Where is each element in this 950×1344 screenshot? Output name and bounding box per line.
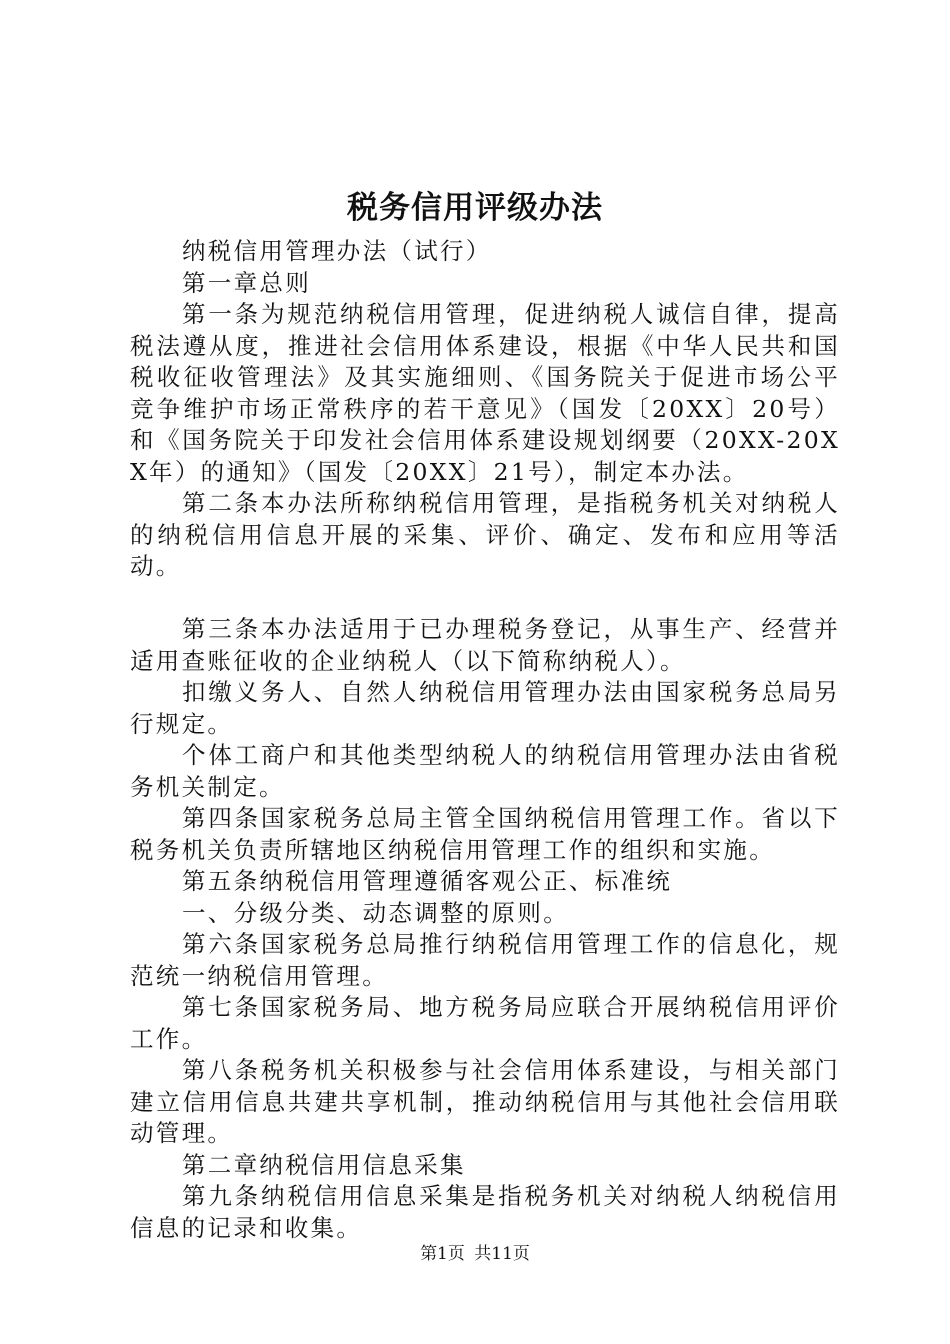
paragraph-article-3: 第三条本办法适用于已办理税务登记，从事生产、经营并适用查账征收的企业纳税人（以下简称纳税人）。 (130, 615, 840, 675)
paragraph-article-6: 第六条国家税务总局推行纳税信用管理工作的信息化，规范统一纳税信用管理。 (130, 930, 840, 990)
page-footer (0, 1242, 950, 1266)
paragraph-article-5: 第五条纳税信用管理遵循客观公正、标准统 (182, 867, 673, 895)
document-body (130, 236, 840, 1244)
paragraph-subtitle: 纳税信用管理办法（试行） (182, 237, 492, 265)
paragraph-article-2: 第二条本办法所称纳税信用管理，是指税务机关对纳税人的纳税信用信息开展的采集、评价、确定、发布和应用等活动。 (130, 489, 840, 580)
paragraph-chapter-2: 第二章纳税信用信息采集 (182, 1150, 466, 1179)
document-title: 税务信用评级办法 (347, 190, 603, 226)
paragraph-withholding: 扣缴义务人、自然人纳税信用管理办法由国家税务总局另行规定。 (130, 678, 840, 738)
page-total: 共11页 (474, 1244, 530, 1264)
paragraph-individual: 个体工商户和其他类型纳税人的纳税信用管理办法由省税务机关制定。 (130, 741, 840, 801)
paragraph-article-4: 第四条国家税务总局主管全国纳税信用管理工作。省以下税务机关负责所辖地区纳税信用管理工作的组织和实施。 (130, 804, 840, 864)
paragraph-article-9: 第九条纳税信用信息采集是指税务机关对纳税人纳税信用信息的记录和收集。 (130, 1182, 840, 1242)
paragraph-article-7: 第七条国家税务局、地方税务局应联合开展纳税信用评价工作。 (130, 993, 840, 1053)
paragraph-chapter-1: 第一章总则 (182, 268, 311, 297)
paragraph-article-5-cont: 一、分级分类、动态调整的原则。 (182, 898, 569, 927)
page-number: 第1页 (420, 1244, 465, 1264)
paragraph-article-8: 第八条税务机关积极参与社会信用体系建设，与相关部门建立信用信息共建共享机制，推动纳税信用与其他社会信用联动管理。 (130, 1056, 840, 1147)
paragraph-article-1: 第一条为规范纳税信用管理，促进纳税人诚信自律，提高税法遵从度，推进社会信用体系建设，根据《中华人民共和国税收征收管理法》及其实施细则、《国务院关于促进市场公平竞争维护市场正常秩序的若干意见》（国发〔20XX〕20号）和《国务院关于印发社会信用体系建设规划纲要（20XX-20XX年）的通知》（国发〔20XX〕21号），制定本办法。 (130, 300, 840, 486)
blank-line (130, 583, 840, 615)
